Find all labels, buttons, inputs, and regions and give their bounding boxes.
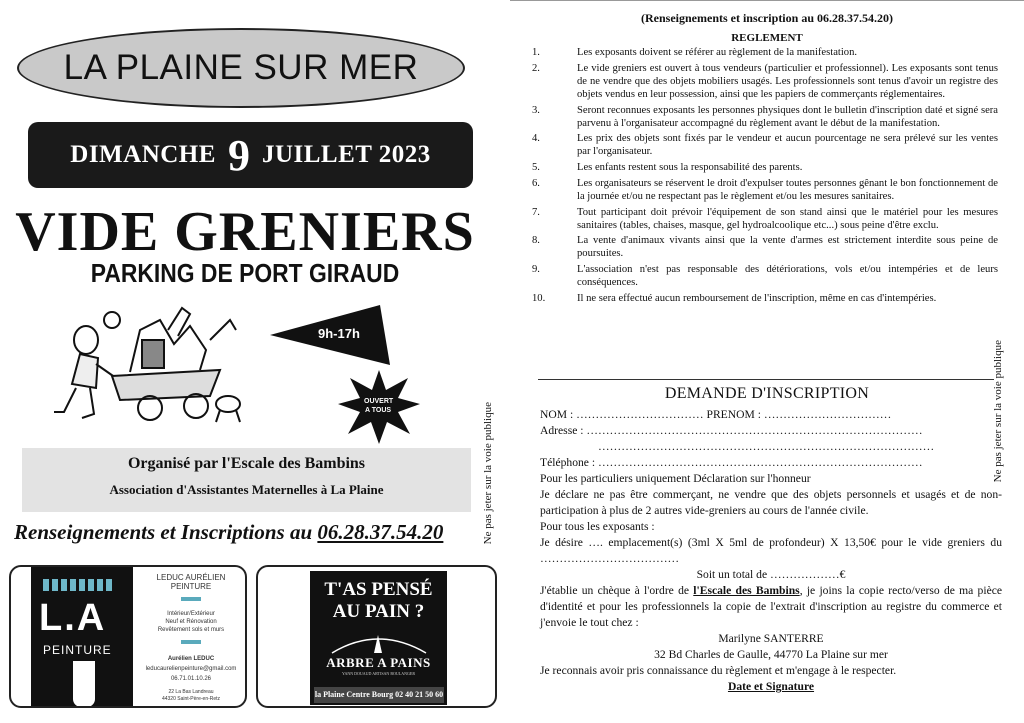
rule-number: 4. xyxy=(532,133,540,145)
rules-title: REGLEMENT xyxy=(731,32,803,44)
bakery-slogan-line1: T'AS PENSÉ xyxy=(324,579,433,600)
disposal-notice: Ne pas jeter sur la voie publique xyxy=(482,402,494,545)
rule-number: 9. xyxy=(532,264,540,276)
registration-title: DEMANDE D'INSCRIPTION xyxy=(664,385,870,402)
rule-number: 2. xyxy=(532,62,540,74)
rule-number: 5. xyxy=(532,162,540,174)
town-name: LA PLAINE SUR MER xyxy=(63,48,419,87)
rule-text: L'association n'est pas responsable des détériorations, vols et/ou intempéries et de leurs conséquences. xyxy=(577,264,998,289)
rule-item xyxy=(532,132,998,158)
address-field-line2[interactable]: …………………………………………………………………………… xyxy=(598,440,935,453)
ad-bakery xyxy=(256,565,497,708)
logo-word: PEINTURE xyxy=(43,643,112,657)
pitch-request-field[interactable]: Je désire …. emplacement(s) (3ml X 5ml de profondeur) X 13,50€ pour le vide greniers du ……………………………… xyxy=(540,536,1002,565)
painter-name: LEDUC AURÉLIEN xyxy=(156,573,226,582)
open-text-line1: OUVERT xyxy=(364,398,394,405)
rule-number: 6. xyxy=(532,177,540,189)
painter-person: Aurélien LEDUC xyxy=(167,656,215,662)
painter-info xyxy=(137,571,245,703)
cart-illustration-icon xyxy=(50,300,250,428)
rule-item xyxy=(532,292,998,305)
event-title: VIDE GRENIERS xyxy=(15,201,475,263)
rule-item xyxy=(532,206,998,232)
service-item: Neuf et Rénovation xyxy=(165,619,217,625)
date-day-name: DIMANCHE xyxy=(70,141,216,168)
service-item: Intérieur/Extérieur xyxy=(167,611,215,617)
rule-text: La vente d'animaux vivants ainsi que la vente d'armes est strictement interdite sous peine de poursuites. xyxy=(577,235,998,260)
phone-field[interactable]: Téléphone : ………………………………………………………………………… xyxy=(540,456,923,469)
rule-item xyxy=(532,46,998,59)
open-text-line2: A TOUS xyxy=(365,407,392,414)
bakery-brand: ARBRE A PAINS xyxy=(326,655,431,670)
stripe-icon xyxy=(181,640,201,644)
signature-field[interactable]: Date et Signature xyxy=(727,680,815,693)
painter-address-line: 44320 Saint-Père-en-Retz xyxy=(161,696,221,702)
contact-line xyxy=(14,520,494,545)
total-field[interactable]: Soit un total de ………………€ xyxy=(696,568,846,581)
rule-number: 1. xyxy=(532,47,540,58)
acknowledgement: Je reconnais avoir pris connaissance du règlement et m'engage à le respecter. xyxy=(540,664,897,677)
address-field[interactable]: Adresse : …………………………………………………………………………… xyxy=(540,424,923,437)
organizer-name: Organisé par l'Escale des Bambins xyxy=(127,455,366,472)
logo-stripes-icon xyxy=(43,579,112,591)
rule-number: 7. xyxy=(532,206,540,218)
rule-text: Seront reconnues exposants les personnes physiques dont le bulletin d'inscription daté et signé sera parvenu à l'organisateur accompagné du règlement avant le début de la manifestation. xyxy=(577,104,998,129)
bakery-slogan-line2: AU PAIN ? xyxy=(332,601,425,622)
rule-number: 10. xyxy=(532,292,546,304)
rule-number: 8. xyxy=(532,235,540,247)
payment-text: J'établie un chèque à l'ordre de xyxy=(540,584,694,597)
rule-text: Tout participant doit prévoir l'équipement de son stand ainsi que le matériel pour les mesures sanitaires (tables, chaises, masque, gel hydroalcoolique etc...) sous peine d'être exclu. xyxy=(577,206,998,231)
rule-item xyxy=(532,104,998,130)
rule-number: 3. xyxy=(532,104,540,116)
painter-phone: 06.71.01.10.26 xyxy=(170,676,212,682)
bakery-panel xyxy=(310,571,447,705)
honor-declaration: Je déclare ne pas être commerçant, ne vendre que des objets personnels et usagés et de non-participation à plus de 2 autres vide-greniers au cours de l'année civile. xyxy=(540,488,1002,517)
bakery-footer: la Plaine Centre Bourg 02 40 21 50 60 xyxy=(314,687,444,703)
association-name: Association d'Assistantes Maternelles à La Plaine xyxy=(109,482,384,497)
rule-text: Les exposants doivent se référer au règlement de la manifestation. xyxy=(577,47,858,58)
organizer-box xyxy=(22,448,471,512)
painter-profession: PEINTURE xyxy=(170,582,212,591)
ad-painter xyxy=(9,565,247,708)
rule-text: Il ne sera effectué aucun remboursement de l'inscription, même en cas d'intempéries. xyxy=(577,292,937,304)
contact-address: 32 Bd Charles de Gaulle, 44770 La Plaine sur mer xyxy=(654,648,888,661)
painter-logo xyxy=(31,567,133,707)
disposal-notice-right: Ne pas jeter sur la voie publique xyxy=(992,340,1004,483)
payee-name: l'Escale des Bambins xyxy=(693,584,800,597)
registration-header: (Renseignements et inscription au 06.28.37.54.20) xyxy=(641,11,893,25)
brush-handle-icon xyxy=(73,661,95,707)
bakery-brand-sub: YANN DOUAUD ARTISAN BOULANGER xyxy=(342,671,415,676)
rule-text: Le vide greniers est ouvert à tous vendeurs (particulier et professionnel). Les exposants sont tenus de ne vendre que des objets mobiliers usagés. Les professionnels sont tenus d'avoir un registre des objets vendus en leur possession, ainsi que les papiers de commerçants réglementaires. xyxy=(577,62,998,100)
section-divider xyxy=(538,379,994,380)
rule-item xyxy=(532,234,998,260)
registration-page xyxy=(510,0,1024,723)
contact-name: Marilyne SANTERRE xyxy=(718,632,824,645)
contact-label: Renseignements et Inscriptions au xyxy=(14,520,318,544)
flyer-page xyxy=(0,0,510,723)
exhibitors-heading: Pour tous les exposants : xyxy=(540,520,655,533)
logo-letters: L.A xyxy=(39,597,107,639)
rule-text: Les prix des objets sont fixés par le vendeur et aucun pourcentage ne sera prélevé sur les ventes par l'organisateur. xyxy=(577,133,998,158)
stripe-icon xyxy=(181,597,201,601)
date-month-year: JUILLET 2023 xyxy=(261,141,431,168)
rule-item xyxy=(532,161,998,174)
rule-item xyxy=(532,263,998,289)
payment-text-end: , je joins la copie recto/verso de ma pièce d'identité et pour les professionnels la copie de l'extrait d'inscription au registre du commerce et j'envoie le tout chez : xyxy=(540,584,1003,629)
date-banner xyxy=(28,122,473,188)
hours-text: 9h-17h xyxy=(318,326,360,341)
painter-email: leducaurelienpeinture@gmail.com xyxy=(145,666,237,672)
date-day-number: 9 xyxy=(227,130,250,180)
painter-address-line: 22 La Bas Landreau xyxy=(168,689,214,695)
individuals-heading: Pour les particuliers uniquement Déclaration sur l'honneur xyxy=(540,472,811,485)
event-location: PARKING DE PORT GIRAUD xyxy=(90,258,400,288)
rule-text: Les enfants restent sous la responsabilité des parents. xyxy=(577,162,803,174)
contact-phone: 06.28.37.54.20 xyxy=(317,520,444,544)
rule-item xyxy=(532,177,998,203)
rule-text: Les organisateurs se réservent le droit d'expulser toutes personnes gênant le bon fonctionnement de la journée et/ou ne respectant pas le règlement et/ou les mesures sanitaires. xyxy=(577,177,998,202)
payment-instructions xyxy=(540,583,1002,631)
service-item: Revêtement sols et murs xyxy=(157,627,225,633)
town-banner xyxy=(17,28,465,108)
registration-form xyxy=(540,407,1002,695)
rule-item xyxy=(532,62,998,101)
name-field[interactable]: NOM : …………………………… PRENOM : …………………………… xyxy=(540,408,892,421)
rules-list xyxy=(532,46,998,308)
